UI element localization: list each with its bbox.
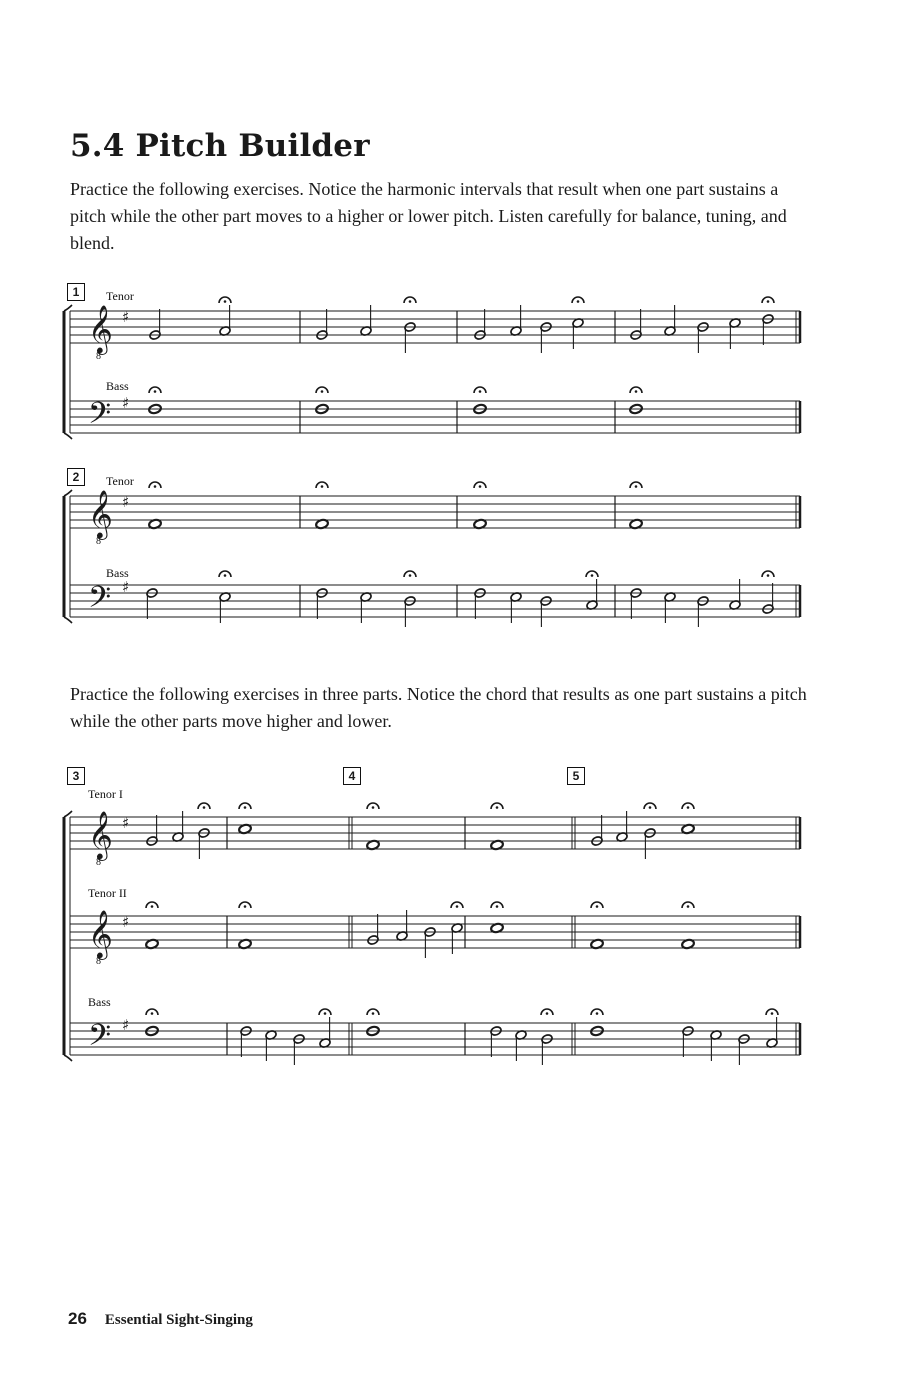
voice-label-tenor-2: Tenor II bbox=[88, 886, 127, 900]
fermata-dot bbox=[596, 905, 599, 908]
key-sharp: ♯ bbox=[122, 308, 130, 326]
fermata-dot bbox=[456, 905, 459, 908]
fermata-dot bbox=[244, 806, 247, 809]
three-part-paragraph: Practice the following exercises in three parts. Notice the chord that results as one part sustains a pitch while the other parts move higher and lower. bbox=[70, 684, 807, 731]
exercise-number-3: 3 bbox=[67, 767, 85, 785]
treble-clef: 𝄞 bbox=[88, 489, 113, 538]
page-number: 26 bbox=[68, 1309, 87, 1328]
fermata-dot bbox=[479, 485, 482, 488]
voice-label-bass: Bass bbox=[106, 566, 129, 580]
fermata-dot bbox=[479, 390, 482, 393]
voice-label-tenor: Tenor bbox=[106, 474, 134, 488]
fermata-dot bbox=[577, 300, 580, 303]
fermata-dot bbox=[154, 485, 157, 488]
fermata-dot bbox=[635, 390, 638, 393]
fermata-dot bbox=[409, 574, 412, 577]
fermata-dot bbox=[767, 300, 770, 303]
voice-label-bass: Bass bbox=[106, 379, 129, 393]
exercise-number-4: 4 bbox=[343, 767, 361, 785]
fermata-dot bbox=[591, 574, 594, 577]
exercise-number-5: 5 bbox=[567, 767, 585, 785]
key-sharp: ♯ bbox=[122, 1016, 130, 1034]
intro-paragraph: Practice the following exercises. Notice the harmonic intervals that result when one part sustains a pitch while the other part moves to a higher or lower pitch. Listen carefully for balance, tuning, and blend. bbox=[70, 179, 787, 253]
bracket-hook bbox=[64, 811, 72, 817]
key-sharp: ♯ bbox=[122, 913, 130, 931]
page-footer bbox=[68, 1309, 253, 1329]
voice-label-tenor-1: Tenor I bbox=[88, 787, 123, 801]
bass-clef: 𝄢 bbox=[88, 397, 112, 438]
fermata-dot bbox=[687, 905, 690, 908]
fermata-dot bbox=[321, 485, 324, 488]
fermata-dot bbox=[771, 1012, 774, 1015]
key-sharp: ♯ bbox=[122, 814, 130, 832]
octave-eight-mark: 8 bbox=[96, 536, 101, 547]
fermata-dot bbox=[224, 574, 227, 577]
treble-clef: 𝄞 bbox=[88, 304, 113, 353]
bracket-hook bbox=[64, 1055, 72, 1061]
fermata-dot bbox=[151, 905, 154, 908]
fermata-dot bbox=[767, 574, 770, 577]
fermata-dot bbox=[151, 1012, 154, 1015]
key-sharp: ♯ bbox=[122, 578, 130, 596]
fermata-dot bbox=[324, 1012, 327, 1015]
fermata-dot bbox=[372, 1012, 375, 1015]
key-sharp: ♯ bbox=[122, 394, 130, 412]
fermata-dot bbox=[154, 390, 157, 393]
book-title: Essential Sight-Singing bbox=[104, 1312, 253, 1328]
fermata-dot bbox=[244, 905, 247, 908]
bracket-hook bbox=[64, 617, 72, 623]
octave-eight-mark: 8 bbox=[96, 351, 101, 362]
exercise-number-2: 2 bbox=[67, 468, 85, 486]
bracket-hook bbox=[64, 305, 72, 311]
fermata-dot bbox=[409, 300, 412, 303]
fermata-dot bbox=[321, 390, 324, 393]
exercise-number-1: 1 bbox=[67, 283, 85, 301]
bass-clef: 𝄢 bbox=[88, 1019, 112, 1060]
fermata-dot bbox=[687, 806, 690, 809]
fermata-dot bbox=[546, 1012, 549, 1015]
octave-eight-mark: 8 bbox=[96, 857, 101, 868]
voice-label-tenor: Tenor bbox=[106, 289, 134, 303]
treble-clef: 𝄞 bbox=[88, 810, 113, 859]
fermata-dot bbox=[224, 300, 227, 303]
voice-label-bass: Bass bbox=[88, 995, 111, 1009]
section-title: 5.4 Pitch Builder bbox=[70, 128, 370, 164]
bracket-hook bbox=[64, 433, 72, 439]
fermata-dot bbox=[496, 806, 499, 809]
fermata-dot bbox=[635, 485, 638, 488]
fermata-dot bbox=[372, 806, 375, 809]
fermata-dot bbox=[649, 806, 652, 809]
bracket-hook bbox=[64, 490, 72, 496]
treble-clef: 𝄞 bbox=[88, 909, 113, 958]
fermata-dot bbox=[496, 905, 499, 908]
octave-eight-mark: 8 bbox=[96, 956, 101, 967]
fermata-dot bbox=[203, 806, 206, 809]
fermata-dot bbox=[596, 1012, 599, 1015]
key-sharp: ♯ bbox=[122, 493, 130, 511]
bass-clef: 𝄢 bbox=[88, 581, 112, 622]
